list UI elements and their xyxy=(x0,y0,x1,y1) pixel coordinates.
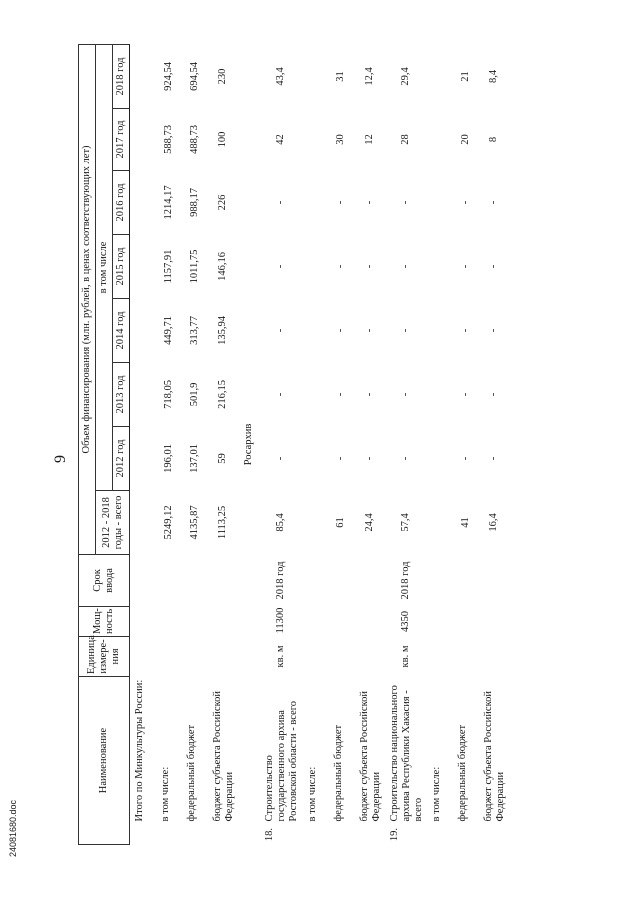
row-year-value: - xyxy=(399,456,411,461)
header-year: 2014 год xyxy=(113,298,130,362)
table-body xyxy=(130,44,509,844)
row-number xyxy=(453,825,479,845)
row-year-value: - xyxy=(363,328,375,333)
row-capacity xyxy=(208,606,238,636)
row-total: 61 xyxy=(335,517,347,528)
table-row xyxy=(479,44,509,844)
table-row xyxy=(303,44,329,844)
row-year-value: - xyxy=(335,328,347,333)
row-unit: кв. м xyxy=(399,645,411,668)
table-row xyxy=(329,44,355,844)
row-year-value xyxy=(303,234,329,298)
header-year: 2018 год xyxy=(113,44,130,108)
header-year: 2017 год xyxy=(113,108,130,170)
row-year-value: 21 xyxy=(459,71,471,82)
row-unit: кв. м xyxy=(275,645,287,668)
row-name: Строительство национального архива Республики Хакасия - всего xyxy=(388,685,424,822)
header-term: Срок ввода xyxy=(79,554,130,606)
table-row xyxy=(260,44,302,844)
row-unit xyxy=(156,636,182,676)
row-term xyxy=(329,554,355,606)
table-row xyxy=(355,44,385,844)
row-year-value: 29,4 xyxy=(399,67,411,86)
row-capacity xyxy=(303,606,329,636)
row-name: бюджет субъекта Российской Федерации xyxy=(212,690,236,822)
row-year-value: - xyxy=(363,456,375,461)
row-year-value xyxy=(427,298,453,362)
row-name: в том числе: xyxy=(306,766,318,822)
row-name: в том числе: xyxy=(430,766,442,822)
row-year-value: 20 xyxy=(459,134,471,145)
row-total xyxy=(427,490,453,554)
row-year-value: - xyxy=(487,200,499,205)
row-term xyxy=(303,554,329,606)
row-year-value: 718,05 xyxy=(163,380,175,409)
row-year-value: 196,01 xyxy=(163,444,175,473)
row-number xyxy=(427,825,453,845)
row-name: Итого по Минкультуры России: xyxy=(130,676,157,824)
row-year-value: - xyxy=(399,264,411,269)
row-year-value xyxy=(130,234,157,298)
table-row xyxy=(427,44,453,844)
header-total: 2012 - 2018 годы - всего xyxy=(96,490,130,554)
row-unit xyxy=(453,636,479,676)
row-total xyxy=(303,490,329,554)
row-name: Строительство государственного архива Ростовской области - всего xyxy=(264,700,300,822)
row-year-value xyxy=(427,44,453,108)
row-unit xyxy=(130,636,157,676)
row-year-value: 924,54 xyxy=(163,62,175,91)
row-year-value xyxy=(303,108,329,170)
row-year-value: 1214,17 xyxy=(163,185,175,220)
row-year-value: 12 xyxy=(363,134,375,145)
row-unit xyxy=(208,636,238,676)
header-year: 2016 год xyxy=(113,170,130,234)
row-year-value: 1157,91 xyxy=(163,249,175,284)
row-capacity xyxy=(156,606,182,636)
row-year-value: 8,4 xyxy=(487,69,499,84)
row-total: 24,4 xyxy=(363,513,375,532)
table-row xyxy=(156,44,182,844)
row-number xyxy=(303,825,329,845)
row-year-value: 1011,75 xyxy=(189,249,201,284)
row-year-value xyxy=(303,44,329,108)
row-year-value: - xyxy=(363,200,375,205)
row-capacity xyxy=(453,606,479,636)
row-year-value: 313,77 xyxy=(189,316,201,345)
row-year-value: 28 xyxy=(399,134,411,145)
row-year-value: - xyxy=(275,200,287,205)
row-year-value: 230 xyxy=(217,68,229,85)
row-year-value xyxy=(130,170,157,234)
row-year-value xyxy=(427,362,453,426)
row-total: 57,4 xyxy=(399,513,411,532)
row-year-value xyxy=(303,362,329,426)
row-unit xyxy=(355,636,385,676)
header-name: Наименование xyxy=(79,676,130,844)
row-number: 18. xyxy=(264,827,276,842)
row-year-value: - xyxy=(275,392,287,397)
row-year-value: 100 xyxy=(217,131,229,148)
row-total: 16,4 xyxy=(487,513,499,532)
row-number xyxy=(156,825,182,845)
row-unit xyxy=(427,636,453,676)
row-year-value: 42 xyxy=(275,134,287,145)
row-name: бюджет субъекта Российской Федерации xyxy=(358,690,382,822)
row-year-value: 31 xyxy=(335,71,347,82)
rotated-table-container xyxy=(78,45,623,845)
row-term xyxy=(208,554,238,606)
row-year-value xyxy=(303,170,329,234)
row-total: 5249,12 xyxy=(163,505,175,540)
row-term xyxy=(355,554,385,606)
row-year-value: 226 xyxy=(217,194,229,211)
row-year-value: - xyxy=(487,328,499,333)
row-capacity: 4350 xyxy=(399,610,411,632)
row-year-value xyxy=(303,426,329,490)
row-year-value: - xyxy=(459,264,471,269)
row-number xyxy=(479,825,509,845)
row-year-value: - xyxy=(487,456,499,461)
row-year-value: 488,73 xyxy=(189,125,201,154)
row-name: федеральный бюджет xyxy=(332,724,344,822)
page-number: 9 xyxy=(52,455,69,463)
row-total: 1113,25 xyxy=(217,505,229,540)
row-year-value: - xyxy=(399,200,411,205)
row-year-value: - xyxy=(335,456,347,461)
row-year-value: 8 xyxy=(487,136,499,143)
row-year-value: - xyxy=(363,264,375,269)
row-year-value: 501,9 xyxy=(189,382,201,407)
section-title: Росархив xyxy=(243,423,255,466)
header-unit: Единица измере-ния xyxy=(79,636,130,676)
row-capacity xyxy=(329,606,355,636)
row-year-value: 146,16 xyxy=(217,252,229,281)
row-term xyxy=(479,554,509,606)
row-year-value: 988,17 xyxy=(189,188,201,217)
row-year-value: 588,73 xyxy=(163,125,175,154)
header-year: 2015 год xyxy=(113,234,130,298)
row-total: 4135,87 xyxy=(189,505,201,540)
table-row xyxy=(453,44,479,844)
row-total xyxy=(130,490,157,554)
row-year-value xyxy=(427,234,453,298)
row-year-value: 135,94 xyxy=(217,316,229,345)
row-year-value: - xyxy=(275,456,287,461)
row-year-value: - xyxy=(459,456,471,461)
row-year-value: - xyxy=(275,264,287,269)
header-year: 2013 год xyxy=(113,362,130,426)
header-year: 2012 год xyxy=(113,426,130,490)
row-number xyxy=(355,825,385,845)
row-number: 19. xyxy=(388,827,400,842)
row-name: федеральный бюджет xyxy=(186,724,198,822)
table-row xyxy=(130,44,157,844)
row-capacity: 11300 xyxy=(275,607,287,634)
row-year-value xyxy=(427,170,453,234)
header-volume: Объем финансирования (млн. рублей, в ценах соответствующих лет) xyxy=(79,44,96,554)
table-row xyxy=(182,44,208,844)
row-capacity xyxy=(355,606,385,636)
row-number xyxy=(208,825,238,845)
row-year-value: 449,71 xyxy=(163,316,175,345)
row-year-value: 694,54 xyxy=(189,62,201,91)
row-year-value: 12,4 xyxy=(363,67,375,86)
row-year-value: - xyxy=(335,200,347,205)
row-term xyxy=(427,554,453,606)
row-term xyxy=(453,554,479,606)
section-header-row xyxy=(238,44,260,844)
row-year-value xyxy=(427,426,453,490)
row-year-value: - xyxy=(487,264,499,269)
row-year-value xyxy=(130,426,157,490)
row-year-value: - xyxy=(275,328,287,333)
row-year-value: 43,4 xyxy=(275,67,287,86)
row-unit xyxy=(182,636,208,676)
row-year-value: - xyxy=(459,200,471,205)
row-year-value: - xyxy=(335,392,347,397)
row-capacity xyxy=(427,606,453,636)
row-unit xyxy=(329,636,355,676)
row-term xyxy=(156,554,182,606)
header-capacity: Мощ-ность xyxy=(79,606,130,636)
row-capacity xyxy=(182,606,208,636)
row-year-value: - xyxy=(335,264,347,269)
row-name: бюджет субъекта Российской Федерации xyxy=(482,690,506,822)
row-year-value: 137,01 xyxy=(189,444,201,473)
row-total: 85,4 xyxy=(275,513,287,532)
row-term: 2018 год xyxy=(399,561,411,600)
row-total: 41 xyxy=(459,517,471,528)
row-unit xyxy=(303,636,329,676)
row-year-value: 216,15 xyxy=(217,380,229,409)
row-capacity xyxy=(130,606,157,636)
row-capacity xyxy=(479,606,509,636)
row-year-value xyxy=(130,298,157,362)
table-row xyxy=(385,44,427,844)
row-year-value xyxy=(130,44,157,108)
row-year-value: 30 xyxy=(335,134,347,145)
row-term xyxy=(130,554,157,606)
row-year-value: - xyxy=(399,328,411,333)
row-year-value xyxy=(130,108,157,170)
table-row xyxy=(208,44,238,844)
footer-filename: 24081680.doc xyxy=(8,799,18,857)
row-year-value: - xyxy=(459,392,471,397)
row-year-value: - xyxy=(487,392,499,397)
row-year-value: - xyxy=(363,392,375,397)
row-name: в том числе: xyxy=(160,766,172,822)
row-year-value: 59 xyxy=(217,453,229,464)
row-year-value xyxy=(427,108,453,170)
row-number xyxy=(130,825,157,845)
header-incl: в том числе xyxy=(96,44,113,490)
row-term: 2018 год xyxy=(275,561,287,600)
row-year-value: - xyxy=(459,328,471,333)
row-number xyxy=(329,825,355,845)
row-year-value xyxy=(130,362,157,426)
row-year-value xyxy=(303,298,329,362)
row-name: федеральный бюджет xyxy=(456,724,468,822)
row-term xyxy=(182,554,208,606)
row-year-value: - xyxy=(399,392,411,397)
row-unit xyxy=(479,636,509,676)
financing-table xyxy=(78,44,509,845)
row-number xyxy=(182,825,208,845)
